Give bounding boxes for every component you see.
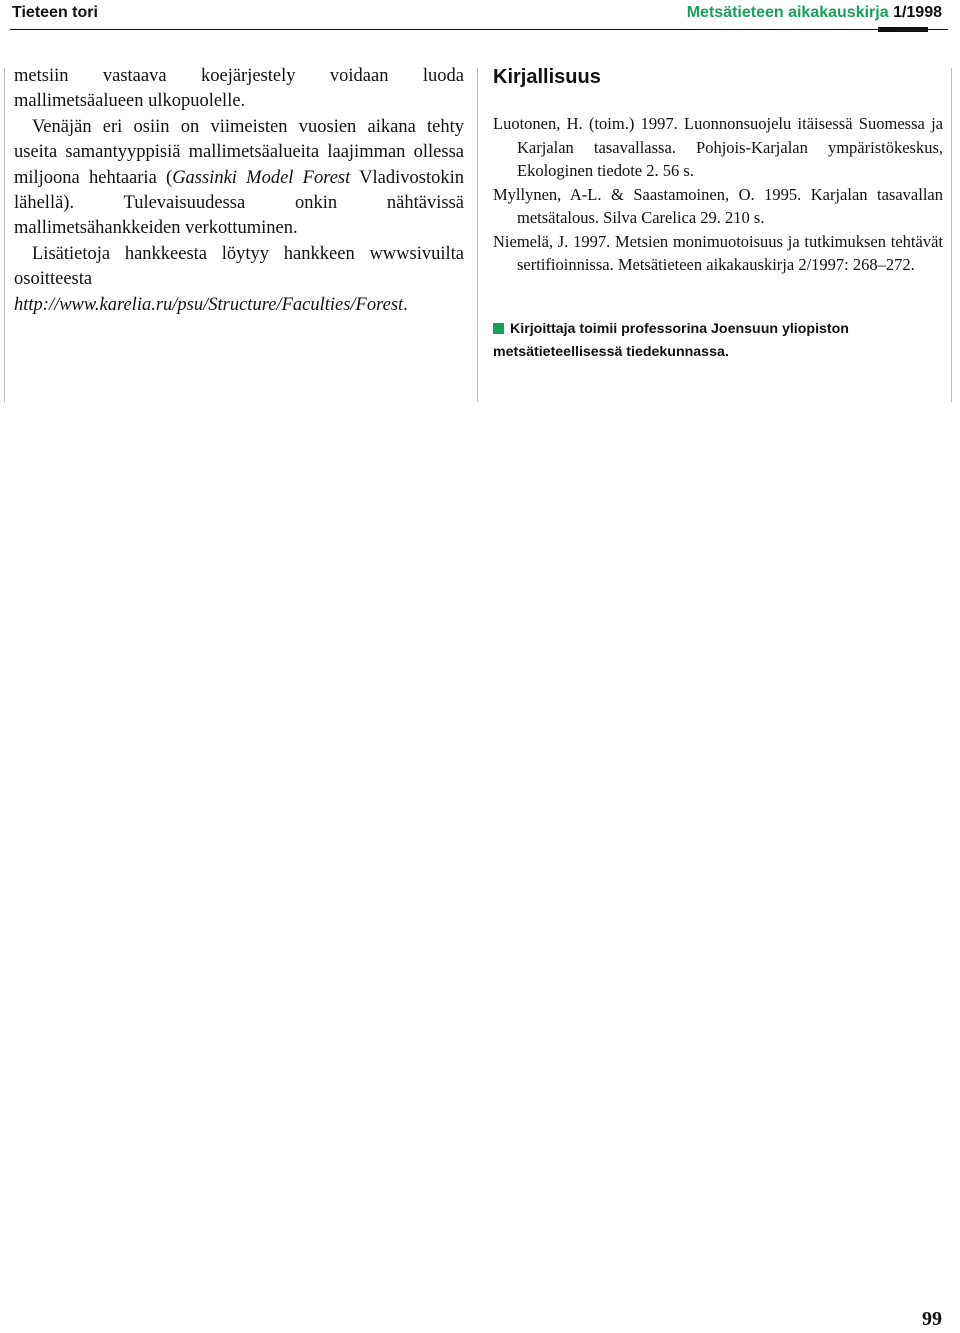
body-paragraph: Lisätietoja hankkeesta löytyy hankkeen wwwsivuilta osoitteesta http://www.karelia.ru/psu/Structure/Faculties/Forest.	[14, 243, 464, 315]
author-note	[493, 318, 943, 364]
project-url-link[interactable]: http://www.karelia.ru/psu/Structure/Faculties/Forest	[14, 294, 404, 315]
article-body	[14, 64, 464, 318]
journal-name: Metsätieteen aikakauskirja	[686, 4, 889, 21]
reference-item: Myllynen, A-L. & Saastamoinen, O. 1995. Karjalan tasavallan metsätalous. Silva Carelica 29. 210 s.	[493, 184, 943, 227]
author-note-text: Kirjoittaja toimii professorina Joensuun yliopiston metsätieteellisessä tiedekunnassa.	[493, 320, 849, 360]
right-margin-divider	[951, 68, 952, 402]
journal-label	[687, 4, 942, 22]
column-divider	[477, 68, 478, 402]
reference-item: Luotonen, H. (toim.) 1997. Luonnonsuojelu itäisessä Suomessa ja Karjalan tasavallassa. Pohjois-Karjalan ympäristökeskus, Ekologinen tiedote 2. 56 s.	[493, 114, 943, 180]
references-column	[493, 64, 943, 364]
page-number: 99	[922, 1308, 942, 1330]
body-paragraph: metsiin vastaava koejärjestely voidaan luoda mallimetsäalueen ulkopuolelle.	[14, 66, 464, 112]
section-label: Tieteen tori	[12, 4, 98, 21]
model-forest-name: Gassinki Model Forest	[172, 167, 351, 188]
square-bullet-icon	[493, 323, 504, 334]
reference-item: Niemelä, J. 1997. Metsien monimuotoisuus ja tutkimuksen tehtävät sertifioinnissa. Metsätieteen aikakauskirja 2/1997: 268–272.	[493, 231, 943, 274]
page-header	[0, 0, 960, 32]
body-paragraph: Venäjän eri osiin on viimeisten vuosien aikana tehty useita samantyyppisiä mallimetsäalueita laajimman ollessa miljoona hehtaaria (Gassinki Model Forest Vladivostokin lähellä). Tulevaisuudessa onkin nähtävissä mallimetsähankkeiden verkottuminen.	[14, 116, 465, 239]
left-margin-divider	[4, 68, 5, 402]
header-rule	[10, 29, 948, 30]
references-title: Kirjallisuus	[493, 66, 601, 88]
header-rule-block	[878, 27, 928, 32]
issue-number: 1/1998	[893, 4, 942, 21]
